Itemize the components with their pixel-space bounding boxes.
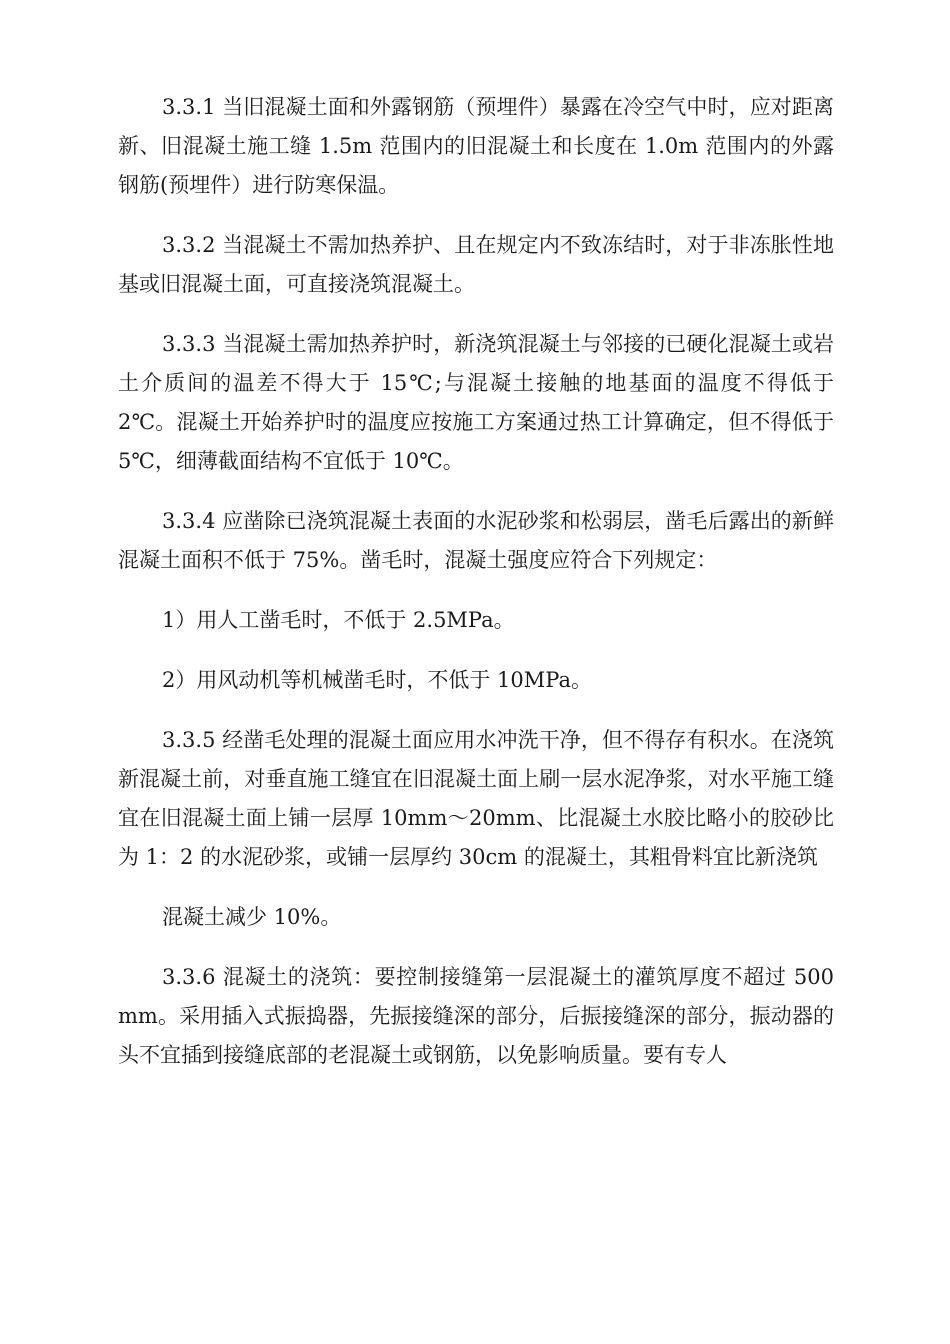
list-item-2: 2）用风动机等机械凿毛时，不低于 10MPa。 [162, 668, 592, 692]
paragraph-3-3-6: 3.3.6 混凝土的浇筑：要控制接缝第一层混凝土的灌筑厚度不超过 500mm。采用插入式振捣器，先振接缝深的部分，后振接缝深的部分，振动器的头不宜插到接缝底部的老混凝土或钢筋，以免影响质量。要有专人 [118, 965, 834, 1067]
paragraph-3-3-5: 3.3.5 经凿毛处理的混凝土面应用水冲洗干净，但不得存有积水。在浇筑新混凝土前，对垂直施工缝宜在旧混凝土面上刷一层水泥净浆，对水平施工缝宜在旧混凝土面上铺一层厚 10mm～20mm、比混凝土水胶比略小的胶砂比为 1：2 的水泥砂浆，或铺一层厚约 30cm 的混凝土，其粗骨料宜比新浇筑 [118, 728, 834, 869]
document-page [118, 88, 834, 1075]
paragraph-3-3-1: 3.3.1 当旧混凝土面和外露钢筋（预埋件）暴露在冷空气中时，应对距离新、旧混凝土施工缝 1.5m 范围内的旧混凝土和长度在 1.0m 范围内的外露钢筋(预埋件）进行防寒保温。 [118, 95, 834, 197]
list-item-1: 1）用人工凿毛时，不低于 2.5MPa。 [162, 608, 515, 632]
paragraph-3-3-3: 3.3.3 当混凝土需加热养护时，新浇筑混凝土与邻接的已硬化混凝土或岩土介质间的温差不得大于 15℃;与混凝土接触的地基面的温度不得低于 2℃。混凝土开始养护时的温度应按施工方案通过热工计算确定，但不得低于 5℃，细薄截面结构不宜低于 10℃。 [118, 332, 834, 473]
paragraph-3-3-4: 3.3.4 应凿除已浇筑混凝土表面的水泥砂浆和松弱层，凿毛后露出的新鲜混凝土面积不低于 75%。凿毛时，混凝土强度应符合下列规定： [118, 509, 834, 572]
paragraph-3-3-2: 3.3.2 当混凝土不需加热养护、且在规定内不致冻结时，对于非冻胀性地基或旧混凝土面，可直接浇筑混凝土。 [118, 233, 834, 296]
paragraph-continuation: 混凝土减少 10%。 [162, 905, 342, 929]
